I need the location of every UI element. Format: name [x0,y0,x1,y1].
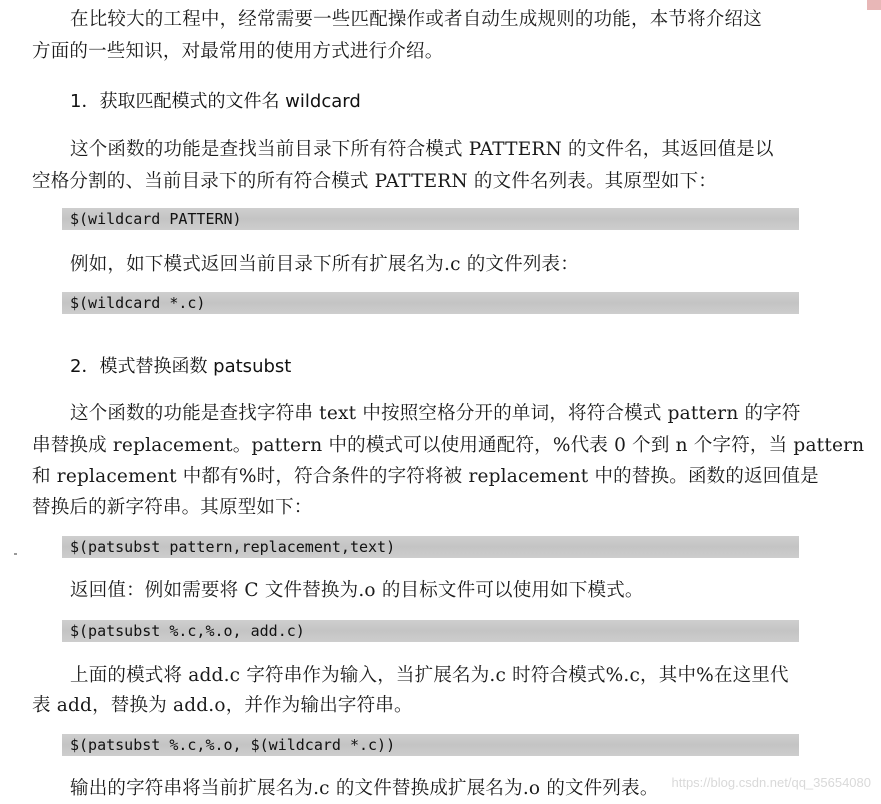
code-wildcard-prototype: $(wildcard PATTERN) [62,208,799,230]
patsubst-desc-line-3: 和 replacement 中都有%时，符合条件的字符将被 replacement 中的替换。函数的返回值是 [32,466,819,487]
above-pattern-line-2: 表 add，替换为 add.o，并作为输出字符串。 [32,695,413,716]
code-wildcard-c: $(wildcard *.c) [62,292,799,314]
code-patsubst-wildcard: $(patsubst %.c,%.o, $(wildcard *.c)) [62,734,799,756]
watermark: https://blog.csdn.net/qq_35654080 [671,775,871,790]
scan-speck [14,553,17,555]
above-pattern-line-1: 上面的模式将 add.c 字符串作为输入，当扩展名为.c 时符合模式%.c，其中%在这里代 [70,665,789,686]
intro-line-1: 在比较大的工程中，经常需要一些匹配操作或者自动生成规则的功能，本节将介绍这 [70,9,762,30]
wildcard-example-line: 例如，如下模式返回当前目录下所有扩展名为.c 的文件列表： [70,254,579,275]
return-value-line: 返回值：例如需要将 C 文件替换为.o 的目标文件可以使用如下模式。 [70,580,644,601]
corner-mark [867,0,881,10]
patsubst-desc-line-1: 这个函数的功能是查找字符串 text 中按照空格分开的单词，将符合模式 pattern 的字符 [70,403,801,424]
patsubst-desc-line-2: 串替换成 replacement。pattern 中的模式可以使用通配符，%代表 0 个到 n 个字符，当 pattern [32,435,865,456]
output-line: 输出的字符串将当前扩展名为.c 的文件替换成扩展名为.o 的文件列表。 [70,778,659,799]
code-patsubst-add: $(patsubst %.c,%.o, add.c) [62,620,799,642]
wildcard-desc-line-1: 这个函数的功能是查找当前目录下所有符合模式 PATTERN 的文件名，其返回值是以 [70,139,774,160]
patsubst-desc-line-4: 替换后的新字符串。其原型如下： [32,497,313,518]
code-patsubst-prototype: $(patsubst pattern,replacement,text) [62,536,799,558]
wildcard-desc-line-2: 空格分割的、当前目录下的所有符合模式 PATTERN 的文件名列表。其原型如下： [32,171,718,192]
heading-patsubst: 2．模式替换函数 patsubst [70,356,292,377]
intro-line-2: 方面的一些知识，对最常用的使用方式进行介绍。 [32,41,444,62]
heading-wildcard: 1．获取匹配模式的文件名 wildcard [70,91,361,112]
